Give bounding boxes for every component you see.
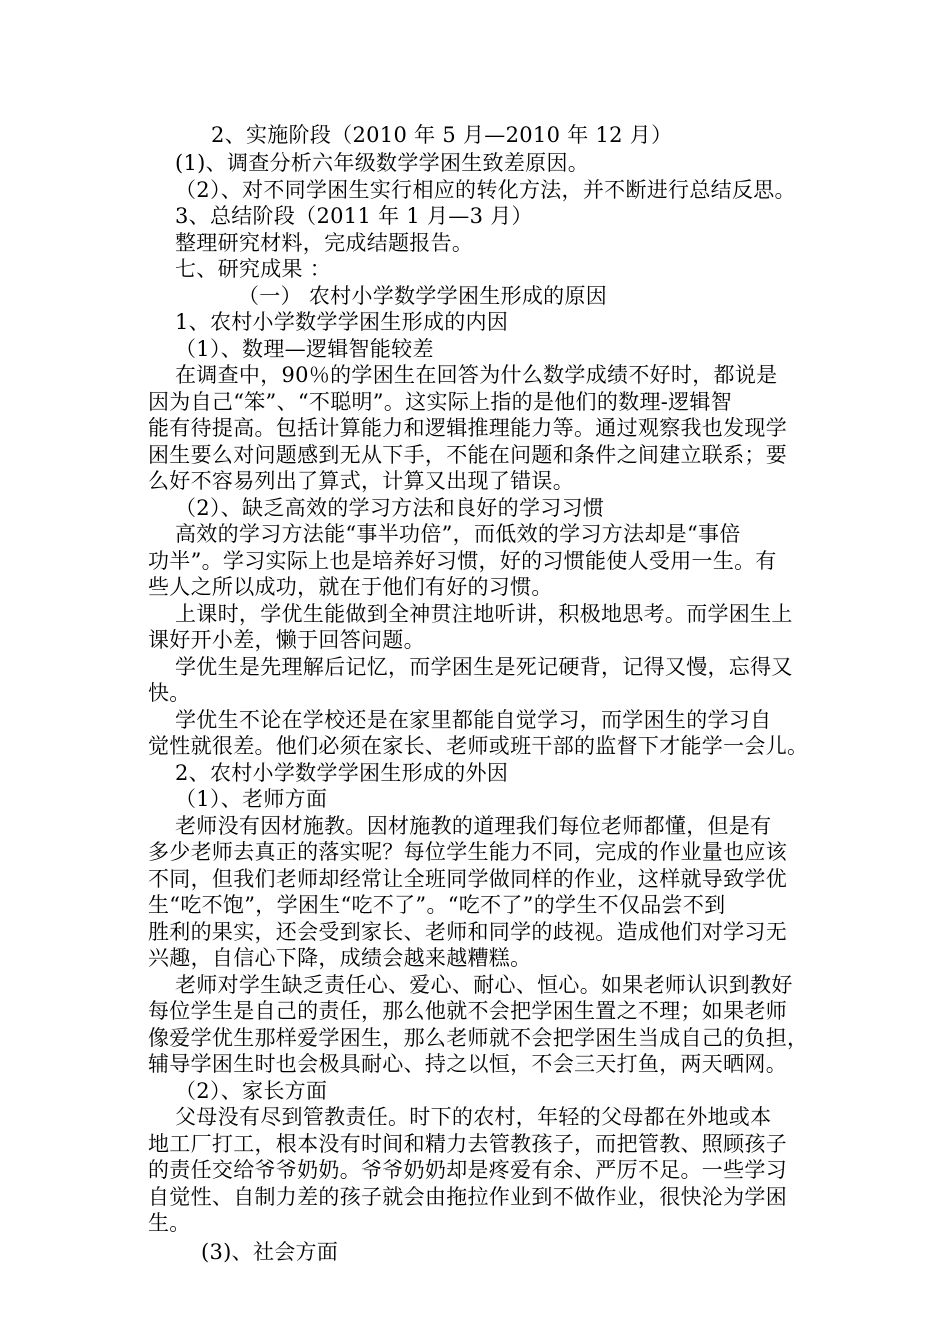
text-line: 困生要么对问题感到无从下手，不能在问题和条件之间建立联系；要 bbox=[148, 443, 787, 467]
text-line: 上课时，学优生能做到全神贯注地听讲，积极地思考。而学困生上 bbox=[175, 602, 793, 626]
text-line: 整理研究材料，完成结题报告。 bbox=[175, 231, 474, 255]
text-line: 生。 bbox=[148, 1211, 191, 1235]
text-line: 学优生不论在学校还是在家里都能自觉学习，而学困生的学习自 bbox=[175, 708, 772, 732]
text-line: 自觉性、自制力差的孩子就会由拖拉作业到不做作业，很快沦为学困 bbox=[148, 1185, 787, 1209]
text-line: 3、总结阶段（2011 年 1 月—3 月） bbox=[175, 204, 533, 228]
text-line: 父母没有尽到管教责任。时下的农村，年轻的父母都在外地或本 bbox=[175, 1105, 772, 1129]
text-line: 因为自己“笨”、“不聪明”。这实际上指的是他们的数理-逻辑智 bbox=[148, 390, 733, 414]
text-line: 功半”。学习实际上也是培养好习惯，好的习惯能使人受用一生。有 bbox=[148, 549, 777, 573]
text-line: 2、实施阶段（2010 年 5 月—2010 年 12 月） bbox=[211, 123, 673, 147]
text-line: 生“吃不饱”，学困生“吃不了”。“吃不了”的学生不仅品尝不到 bbox=[148, 893, 726, 917]
subsection-heading: （2）、缺乏高效的学习方法和良好的学习习惯 bbox=[175, 496, 605, 520]
text-line: 课好开小差，懒于回答问题。 bbox=[148, 628, 425, 652]
section-heading: （一） 农村小学数学学困生形成的原因 bbox=[238, 284, 608, 308]
text-line: 兴趣，自信心下降，成绩会越来越糟糕。 bbox=[148, 946, 532, 970]
text-line: 胜利的果实，还会受到家长、老师和同学的歧视。造成他们对学习无 bbox=[148, 920, 787, 944]
section-heading: 七、研究成果 ： bbox=[175, 257, 332, 281]
text-line: 多少老师去真正的落实呢？每位学生能力不同，完成的作业量也应该 bbox=[148, 840, 787, 864]
text-line: 辅导学困生时也会极具耐心、持之以恒，不会三天打鱼，两天晒网。 bbox=[148, 1052, 787, 1076]
text-line: 觉性就很差。他们必须在家长、老师或班干部的监督下才能学一会儿。 bbox=[148, 734, 809, 758]
text-line: 在调查中，90％的学困生在回答为什么数学成绩不好时，都说是 bbox=[175, 363, 778, 387]
subsection-heading: 2、农村小学数学学困生形成的外因 bbox=[175, 761, 509, 785]
text-line: 么好不容易列出了算式，计算又出现了错误。 bbox=[148, 469, 574, 493]
text-line: 高效的学习方法能“事半功倍”，而低效的学习方法却是“事倍 bbox=[175, 522, 741, 546]
text-line: 像爱学优生那样爱学困生，那么老师就不会把学困生当成自己的负担， bbox=[148, 1026, 809, 1050]
subsection-heading: （2）、家长方面 bbox=[175, 1079, 328, 1103]
text-line: (1)、调查分析六年级数学学困生致差原因。 bbox=[175, 151, 590, 175]
text-line: 老师对学生缺乏责任心、爱心、耐心、恒心。如果老师认识到教好 bbox=[175, 973, 793, 997]
text-line: （2）、对不同学困生实行相应的转化方法，并不断进行总结反思。 bbox=[175, 178, 796, 202]
text-line: 的责任交给爷爷奶奶。爷爷奶奶却是疼爱有余、严厉不足。一些学习 bbox=[148, 1158, 787, 1182]
text-line: 地工厂打工，根本没有时间和精力去管教孩子，而把管教、照顾孩子 bbox=[148, 1132, 787, 1156]
text-line: 学优生是先理解后记忆，而学困生是死记硬背，记得又慢，忘得又 bbox=[175, 655, 793, 679]
subsection-heading: 1、农村小学数学学困生形成的内因 bbox=[175, 310, 509, 334]
text-line: 每位学生是自己的责任，那么他就不会把学困生置之不理；如果老师 bbox=[148, 999, 787, 1023]
text-line: 些人之所以成功，就在于他们有好的习惯。 bbox=[148, 575, 553, 599]
subsection-heading: (3)、社会方面 bbox=[201, 1240, 339, 1264]
subsection-heading: （1）、数理—逻辑智能较差 bbox=[175, 337, 434, 361]
subsection-heading: （1）、老师方面 bbox=[175, 787, 328, 811]
text-line: 快。 bbox=[148, 681, 191, 705]
text-line: 能有待提高。包括计算能力和逻辑推理能力等。通过观察我也发现学 bbox=[148, 416, 787, 440]
text-line: 不同，但我们老师却经常让全班同学做同样的作业，这样就导致学优 bbox=[148, 867, 787, 891]
text-line: 老师没有因材施教。因材施教的道理我们每位老师都懂，但是有 bbox=[175, 814, 772, 838]
